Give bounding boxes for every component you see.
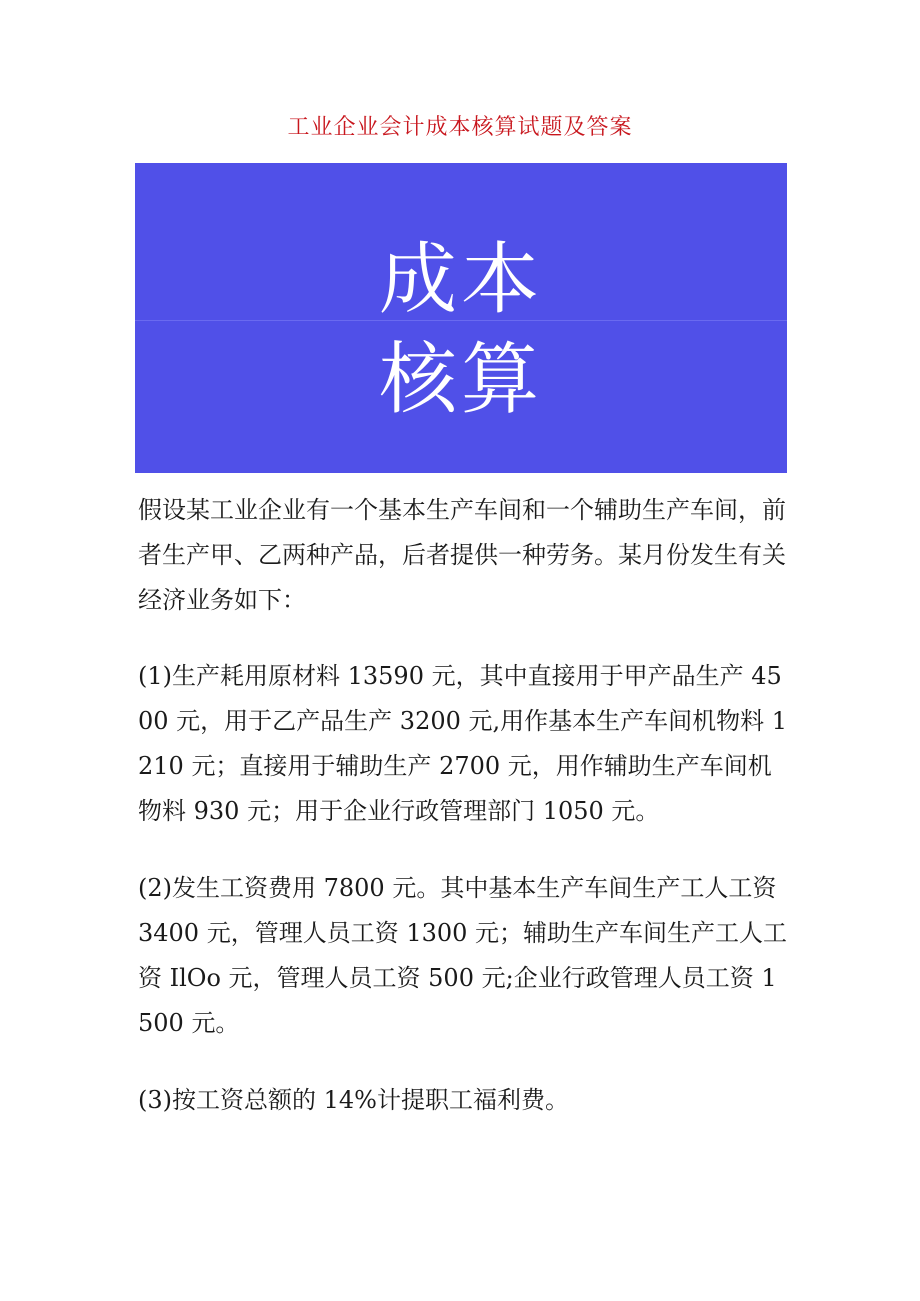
paragraph-item-3: (3)按工资总额的 14%计提职工福利费。 xyxy=(138,1086,569,1114)
paragraph-item-2: (2)发生工资费用 7800 元。其中基本生产车间生产工人工资 3400 元，管理人员工资 1300 元；辅助生产车间生产工人工资 IlOo 元，管理人员工资 500 元;企业行政管理人员工资 1500 元。 xyxy=(138,874,788,1037)
paragraph-item-1: (1)生产耗用原材料 13590 元，其中直接用于甲产品生产 4500 元，用于乙产品生产 3200 元,用作基本生产车间机物料 1210 元；直接用于辅助生产 2700 元，用作辅助生产车间机物料 930 元；用于企业行政管理部门 1050 元。 xyxy=(138,662,788,825)
paragraph-intro: 假设某工业企业有一个基本生产车间和一个辅助生产车间，前者生产甲、乙两种产品，后者提供一种劳务。某月份发生有关经济业务如下： xyxy=(138,496,786,614)
banner-text-line-1: 成本 xyxy=(378,235,543,325)
banner-text-line-2: 核算 xyxy=(378,335,543,425)
document-title: 工业企业会计成本核算试题及答案 xyxy=(287,115,633,140)
cover-banner xyxy=(135,163,787,473)
